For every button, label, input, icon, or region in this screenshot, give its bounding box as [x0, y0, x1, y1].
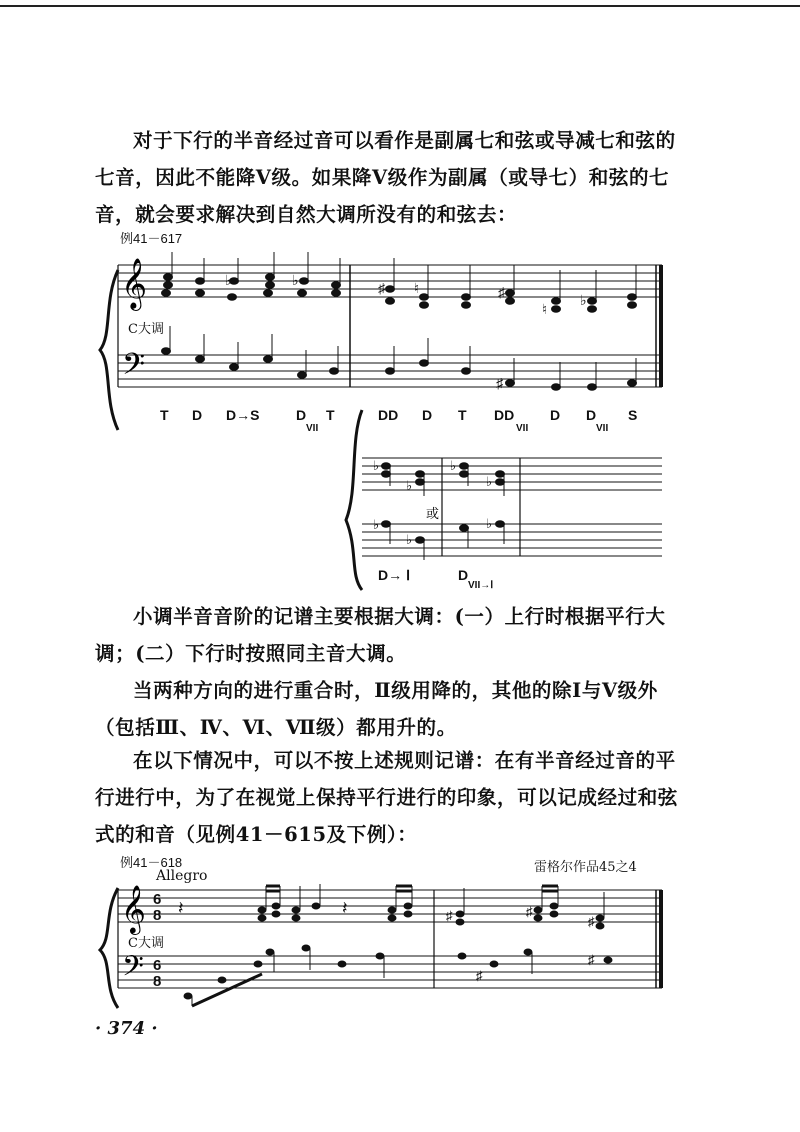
bass-notes-618 [184, 945, 612, 1006]
svg-text:♯: ♯ [378, 280, 385, 296]
svg-text:♭: ♭ [486, 474, 493, 489]
system-brace-618 [100, 888, 118, 1008]
svg-text:♭: ♭ [225, 272, 232, 288]
paragraph-4: 在以下情况中，可以不按上述规则记谱：在有半音经过音的平行进行中，为了在视觉上保持平行进行的印象，可以记成经过和弦式的和音（见例41－615及下例）： [95, 749, 678, 846]
treble-clef-icon: 𝄞 [121, 259, 148, 308]
function-label: S [628, 407, 638, 423]
key-label-618: C大调 [128, 936, 164, 951]
svg-text:♯: ♯ [526, 904, 533, 919]
svg-text:♭: ♭ [292, 272, 299, 288]
svg-text:♭: ♭ [406, 532, 413, 547]
function-subscript: VII [306, 423, 319, 434]
example-label-617: 例41－617 [120, 231, 183, 246]
system-brace [100, 270, 118, 430]
harmonic-functions [160, 407, 637, 434]
function-label: T [458, 407, 467, 423]
top-rule [0, 5, 800, 7]
svg-text:♯: ♯ [588, 914, 595, 929]
source-attribution: 雷格尔作品45之4 [534, 860, 637, 875]
function-label: D [296, 407, 307, 423]
svg-text:♭: ♭ [373, 517, 380, 532]
bass-clef-icon: 𝄢 [122, 347, 146, 388]
alt-system-brace [346, 410, 362, 590]
alt-functions [378, 567, 493, 591]
treble-clef-icon: 𝄞 [121, 885, 146, 932]
bass-clef-icon: 𝄢 [122, 951, 144, 989]
paragraph-1: 对于下行的半音经过音可以看作是副属七和弦或导减七和弦的七音，因此不能降Ⅴ级。如果降Ⅴ级作为副属（或导七）和弦的七音，就会要求解决到自然大调所没有的和弦去： [95, 129, 676, 226]
svg-text:6: 6 [153, 957, 162, 974]
example-label-618: 例41－618 [120, 855, 183, 870]
svg-text:♭: ♭ [450, 458, 457, 473]
function-label: T [326, 407, 335, 423]
function-label: DD [378, 407, 399, 423]
svg-text:6: 6 [153, 891, 162, 908]
function-label: T [160, 407, 169, 423]
svg-text:8: 8 [153, 907, 162, 924]
svg-text:♮: ♮ [414, 280, 420, 296]
function-subscript: VII [596, 423, 609, 434]
function-label: D [422, 407, 433, 423]
alt-or-label: 或 [426, 506, 440, 521]
music-example-618 [0, 878, 800, 1018]
function-subscript: VII [516, 423, 529, 434]
svg-text:♯: ♯ [446, 908, 453, 923]
function-label: D [192, 407, 203, 423]
svg-text:♯: ♯ [496, 375, 503, 391]
paragraph-2: 小调半音音阶的记谱主要根据大调：(一）上行时根据平行大调；(二）下行时按照同主音大调。 [95, 605, 666, 665]
svg-text:𝄽: 𝄽 [342, 898, 348, 918]
music-example-617 [0, 240, 800, 620]
svg-text:𝄽: 𝄽 [178, 898, 184, 918]
svg-text:♯: ♯ [588, 952, 595, 967]
svg-text:♯: ♯ [498, 284, 505, 300]
function-label: D [586, 407, 597, 423]
treble-notes [162, 252, 637, 312]
svg-text:D: D [458, 567, 469, 583]
paragraph-3: 当两种方向的进行重合时，Ⅱ级用降的，其他的除Ⅰ与Ⅴ级外（包括Ⅲ、Ⅳ、Ⅵ、Ⅶ级）都用升的。 [95, 679, 658, 739]
svg-text:♭: ♭ [406, 478, 413, 493]
bass-notes [162, 326, 637, 390]
function-label: D→S [226, 407, 260, 423]
svg-text:♮: ♮ [542, 301, 548, 317]
page-number: · 374 · [95, 1018, 158, 1039]
tempo-marking: Allegro [156, 868, 208, 884]
svg-text:D→: D→ [378, 567, 403, 583]
svg-text:♭: ♭ [580, 292, 587, 308]
svg-text:♭: ♭ [373, 458, 380, 473]
function-label: DD [494, 407, 515, 423]
svg-text:VII→Ⅰ: VII→Ⅰ [468, 580, 494, 591]
treble-accidentals [225, 272, 587, 317]
key-label-617: C大调 [128, 322, 164, 337]
svg-text:♯: ♯ [476, 968, 483, 983]
svg-text:♭: ♭ [486, 516, 493, 531]
function-label: D [550, 407, 561, 423]
svg-text:8: 8 [153, 973, 162, 990]
svg-text:Ⅰ: Ⅰ [406, 567, 411, 583]
